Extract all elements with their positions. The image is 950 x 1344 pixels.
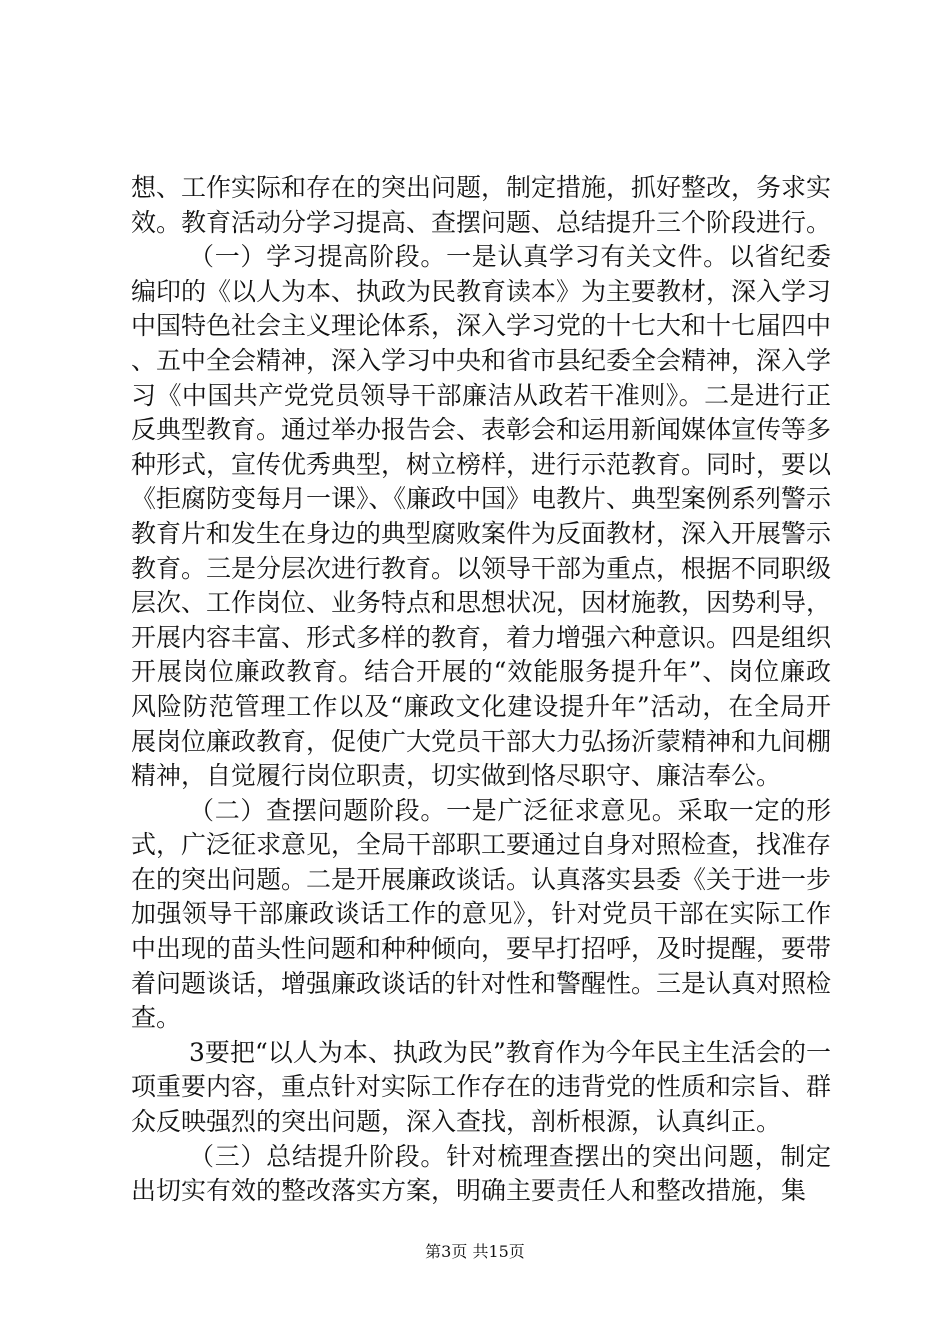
paragraph-3: （二）查摆问题阶段。一是广泛征求意见。采取一定的形式，广泛征求意见，全局干部职工要通过自身对照检查，找准存在的突出问题。二是开展廉政谈话。认真落实县委《关于进一步加强领导干部廉政谈话工作的意见》，针对党员干部在实际工作中出现的苗头性问题和种种倾向，要早打招呼，及时提醒，要带着问题谈话，增强廉政谈话的针对性和警醒性。三是认真对照检查。 [131,795,832,1033]
paragraph-5: （三）总结提升阶段。针对梳理查摆出的突出问题，制定出切实有效的整改落实方案，明确主要责任人和整改措施，集 [131,1141,831,1206]
paragraph-1: 想、工作实际和存在的突出问题，制定措施，抓好整改，务求实效。教育活动分学习提高、查摆问题、总结提升三个阶段进行。 [131,173,832,237]
paragraph-2: （一）学习提高阶段。一是认真学习有关文件。以省纪委编印的《以人为本、执政为民教育读本》为主要教材，深入学习中国特色社会主义理论体系，深入学习党的十七大和十七届四中、五中全会精神，深入学习中央和省市县纪委全会精神，深入学习《中国共产党党员领导干部廉洁从政若干准则》。二是进行正反典型教育。通过举办报告会、表彰会和运用新闻媒体宣传等多种形式，宣传优秀典型，树立榜样，进行示范教育。同时，要以《拒腐防变每月一课》、《廉政中国》电教片、典型案例系列警示教育片和发生在身边的典型腐败案件为反面教材，深入开展警示教育。三是分层次进行教育。以领导干部为重点，根据不同职级层次、工作岗位、业务特点和思想状况，因材施教，因势利导，开展内容丰富、形式多样的教育，着力增强六种意识。四是组织开展岗位廉政教育。结合开展的“效能服务提升年”、岗位廉政风险防范管理工作以及“廉政文化建设提升年”活动，在全局开展岗位廉政教育，促使广大党员干部大力弘扬沂蒙精神和九间棚精神，自觉履行岗位职责，切实做到恪尽职守、廉洁奉公。 [131,242,832,791]
document-body [131,171,831,1209]
paragraph-4: 3要把“以人为本、执政为民”教育作为今年民主生活会的一项重要内容，重点针对实际工作存在的违背党的性质和宗旨、群众反映强烈的突出问题，深入查找，剖析根源，认真纠正。 [131,1037,832,1137]
page-number-footer: 第3页 共15页 [425,1242,525,1261]
